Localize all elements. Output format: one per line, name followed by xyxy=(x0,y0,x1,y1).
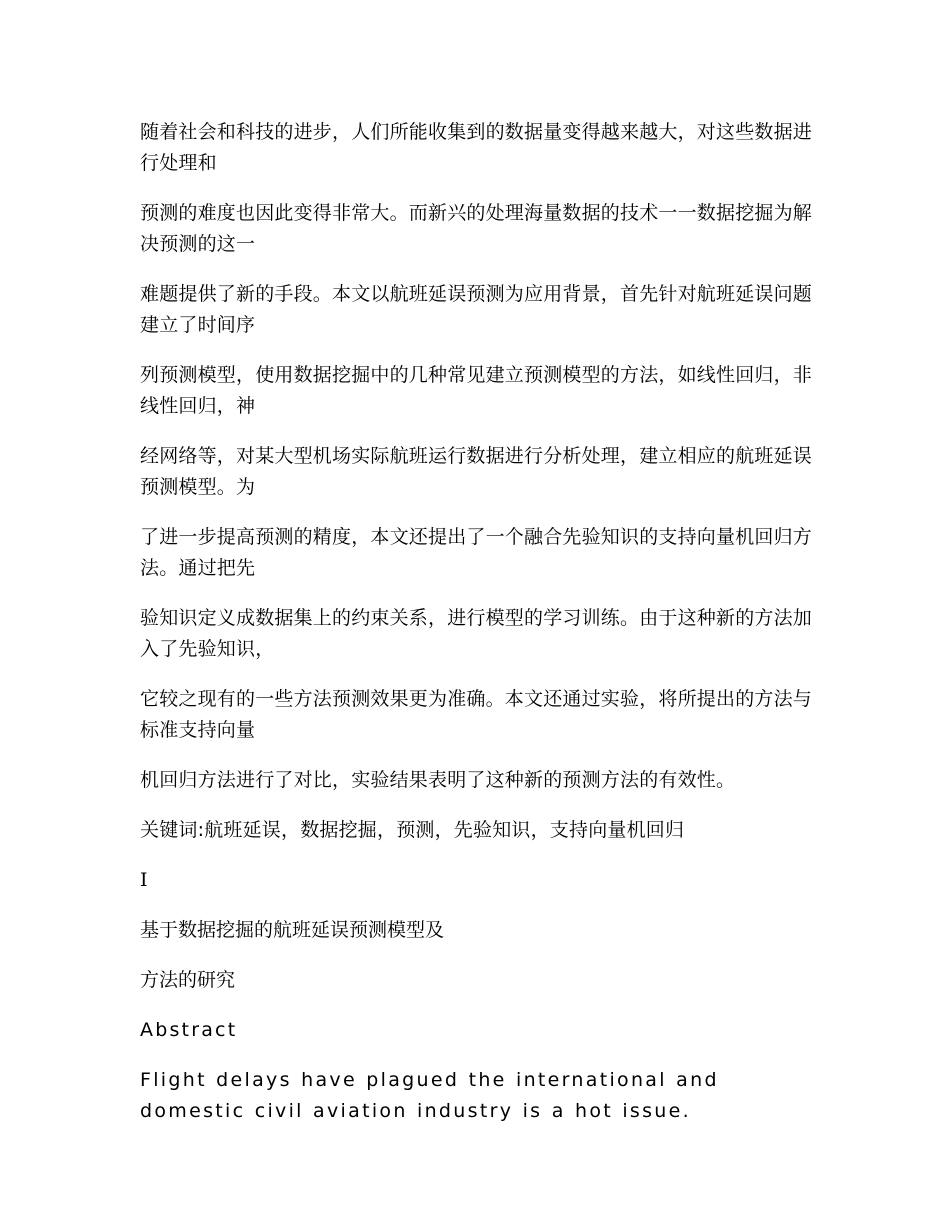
title-line-2: 方法的研究 xyxy=(140,969,236,991)
document-body xyxy=(140,117,812,1127)
keywords-line: 关键词:航班延误，数据挖掘，预测，先验知识，支持向量机回归 xyxy=(140,819,685,841)
abstract-paragraph-7: 验知识定义成数据集上的约束关系，进行模型的学习训练。由于这种新的方法加入了先验知识， xyxy=(140,607,813,660)
abstract-paragraph-5: 经网络等，对某大型机场实际航班运行数据进行分析处理，建立相应的航班延误预测模型。为 xyxy=(140,445,813,498)
abstract-paragraph-2: 预测的难度也因此变得非常大。而新兴的处理海量数据的技术一一数据挖掘为解决预测的这一 xyxy=(140,202,813,255)
page-number: I xyxy=(140,869,148,891)
title-line-1: 基于数据挖掘的航班延误预测模型及 xyxy=(140,919,445,941)
abstract-heading: Abstract xyxy=(140,1019,238,1041)
abstract-paragraph-1: 随着社会和科技的进步，人们所能收集到的数据量变得越来越大，对这些数据进行处理和 xyxy=(140,121,813,174)
abstract-paragraph-9: 机回归方法进行了对比，实验结果表明了这种新的预测方法的有效性。 xyxy=(140,769,736,791)
abstract-paragraph-3: 难题提供了新的手段。本文以航班延误预测为应用背景，首先针对航班延误问题建立了时间序 xyxy=(140,283,813,336)
english-abstract-text: Flight delays have plagued the international and domestic civil aviation industry is a hot issue. xyxy=(140,1069,719,1122)
abstract-paragraph-4: 列预测模型，使用数据挖掘中的几种常见建立预测模型的方法，如线性回归，非线性回归，神 xyxy=(140,364,813,417)
abstract-paragraph-8: 它较之现有的一些方法预测效果更为准确。本文还通过实验，将所提出的方法与标准支持向量 xyxy=(140,688,813,741)
abstract-paragraph-6: 了进一步提高预测的精度，本文还提出了一个融合先验知识的支持向量机回归方法。通过把先 xyxy=(140,526,813,579)
